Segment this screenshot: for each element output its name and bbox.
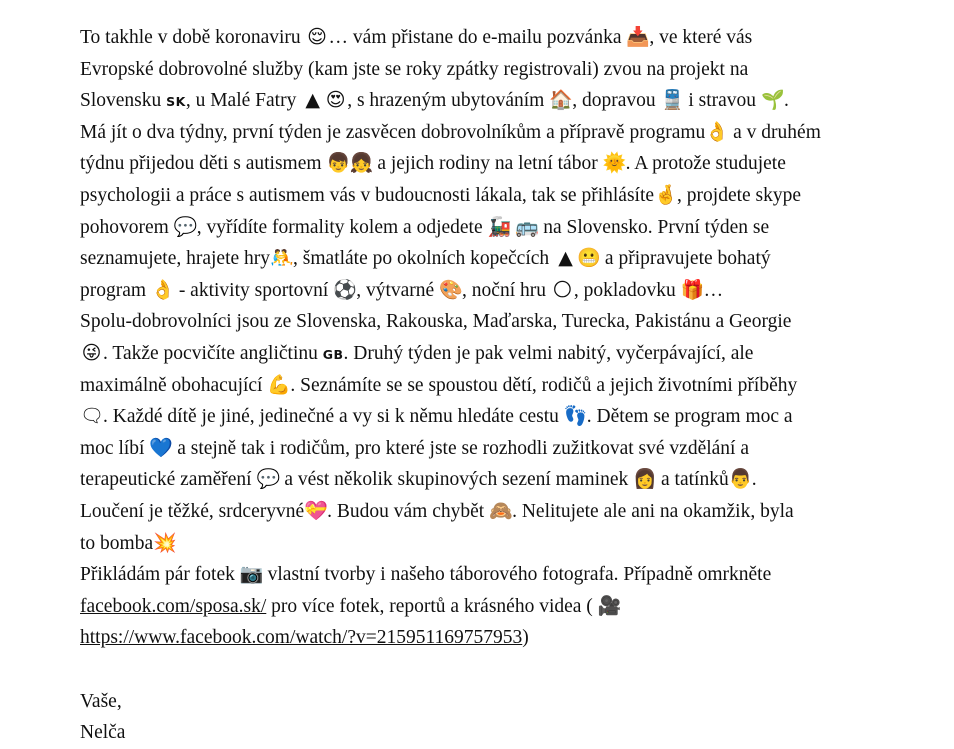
inbox-tray-icon: 📥 (626, 26, 651, 48)
camera-icon: 📷 (239, 563, 264, 586)
text-span: seznamujete, hrajete hry (80, 248, 271, 270)
girl-icon: 👧 (349, 152, 374, 175)
signature-greeting: Vaše, (80, 690, 122, 712)
text-span: týdnu přijedou děti s autismem (80, 153, 327, 175)
flag-sk-icon: SK (166, 94, 186, 110)
text-line (80, 306, 791, 338)
text-line (80, 559, 771, 591)
text-span: program (80, 279, 151, 301)
seedling-icon: 🌱 (760, 89, 785, 112)
text-span: . (751, 469, 757, 491)
text-line (80, 591, 621, 623)
text-span: . Nelitujete ale ani na okamžik, byla (512, 501, 794, 522)
text-span: Spolu-dobrovolníci jsou ze Slovenska, Rakouska, Maďarska, Turecka, Pakistánu a Georgie (80, 311, 792, 333)
text-span: maximálně obohacující (80, 374, 268, 396)
text-span: . Takže pocvičíte angličtinu (103, 343, 323, 364)
text-span: pro více fotek, reportů a krásného videa ( (266, 595, 598, 617)
text-line (80, 22, 752, 54)
mountain-triangle-icon: ▲ (305, 89, 321, 112)
text-span: - aktivity sportovní (173, 279, 334, 301)
text-span: . Dětem se program moc a (586, 406, 793, 428)
thought-bubble-icon: 🗨 (80, 405, 105, 428)
mountain-triangle-icon: ▲ (558, 247, 573, 270)
train-icon: 🚆 (660, 89, 685, 112)
facebook-video-link[interactable]: https://www.facebook.com/watch/?v=215951169757953 (80, 627, 523, 649)
text-span: , výtvarné (356, 279, 440, 301)
text-span: pohovorem (80, 216, 174, 238)
ok-hand-icon: 👌 (150, 278, 175, 301)
text-line (80, 528, 176, 560)
sun-icon: 🌞 (602, 152, 627, 175)
text-span: Slovensku (80, 90, 167, 112)
text-line (80, 401, 793, 433)
speech-bubble-icon: 💬 (256, 468, 281, 491)
text-span: i stravou (683, 90, 761, 112)
man-icon: 👨 (728, 468, 753, 491)
flexed-biceps-icon: 💪 (267, 373, 292, 396)
text-line (80, 370, 797, 402)
text-span: , ve které vás (649, 27, 753, 48)
text-span: moc líbí (80, 437, 150, 459)
text-line (80, 148, 786, 180)
text-span: a tatínků (656, 469, 729, 491)
text-line (80, 275, 723, 307)
text-line (80, 464, 757, 496)
text-span: … vám přistane do e-mailu pozvánka (328, 27, 627, 48)
text-span: a připravujete bohatý (600, 248, 771, 270)
text-span: , u Malé Fatry (185, 90, 302, 112)
text-span: psychologii a práce s autismem vás v budoucnosti lákala, tak se přihlásíte (80, 185, 655, 206)
winking-tongue-face-icon: 😜 (81, 342, 102, 364)
crossed-fingers-icon: 🤞 (654, 184, 678, 206)
text-span: , dopravou (572, 90, 661, 112)
relieved-face-icon: 😌 (307, 26, 327, 48)
movie-camera-icon: 🎥 (597, 594, 622, 617)
text-line (80, 54, 748, 86)
ok-hand-icon: 👌 (705, 120, 729, 143)
woman-icon: 👩 (633, 468, 657, 491)
moon-icon: 🌕 (552, 278, 573, 301)
text-line (80, 212, 769, 244)
text-line (80, 338, 753, 370)
text-span: ) (522, 627, 529, 649)
text-line (80, 243, 771, 275)
text-line (80, 180, 801, 212)
text-span: a jejich rodiny na letní tábor (372, 153, 603, 175)
text-span: . (783, 90, 789, 112)
text-span: a stejně tak i rodičům, pro které jste se rozhodli zužitkovat své vzdělání a (172, 437, 750, 459)
text-span: . Seznámíte se se spoustou dětí, rodičů a jejich životními příběhy (290, 374, 798, 396)
text-span: . Budou vám chybět (327, 501, 490, 522)
palette-icon: 🎨 (439, 278, 463, 301)
gift-icon: 🎁 (680, 278, 705, 301)
text-span: . Každé dítě je jiné, jedinečné a vy si k němu hledáte cestu (103, 406, 564, 428)
text-span: Evropské dobrovolné služby (kam jste se roky zpátky registrovali) zvou na projekt na (80, 58, 749, 80)
text-span: to bomba (80, 532, 154, 554)
flag-gb-icon: GB (322, 347, 344, 362)
people-playing-icon: 🤼 (270, 247, 294, 270)
text-span: , pokladovku (573, 279, 681, 301)
text-span: a vést několik skupinových sezení maminek (279, 469, 634, 491)
speech-bubble-icon: 💬 (173, 215, 198, 238)
text-span: vlastní tvorby i našeho táborového fotografa. Případně omrkněte (262, 564, 772, 586)
text-span: , vyřídíte formality kolem a odjedete (196, 216, 488, 238)
text-span: Přikládám pár fotek (80, 564, 240, 586)
text-line (80, 496, 794, 528)
facebook-page-link[interactable]: facebook.com/sposa.sk/ (80, 595, 267, 617)
text-span: Loučení je těžké, srdceryvné (80, 501, 305, 522)
see-no-evil-monkey-icon: 🙈 (489, 500, 513, 522)
text-span: , projdete skype (677, 185, 802, 206)
bus-icon: 🚌 (515, 215, 540, 238)
text-span: … (703, 279, 724, 301)
blue-heart-icon: 💙 (149, 436, 173, 459)
text-line (80, 433, 749, 465)
text-span: To takhle v době koronaviru (80, 27, 306, 48)
text-span: a v druhém (728, 121, 821, 143)
text-line (80, 117, 821, 149)
signature-name: Nelča (80, 722, 126, 744)
text-span: na Slovensko. První týden se (538, 216, 770, 238)
text-line (80, 85, 789, 117)
soccer-ball-icon: ⚽ (333, 278, 357, 301)
text-span: , noční hru (462, 279, 551, 301)
text-span: , šmatláte po okolních kopečcích (293, 248, 555, 270)
heart-eyes-icon: 😍 (325, 89, 346, 112)
house-icon: 🏠 (549, 89, 573, 112)
boy-icon: 👦 (326, 152, 351, 175)
text-span: terapeutické zaměření (80, 469, 257, 491)
collision-icon: 💥 (153, 531, 177, 554)
locomotive-icon: 🚂 (487, 215, 512, 238)
grimacing-face-icon: 😬 (577, 247, 601, 270)
footprints-icon: 👣 (563, 405, 588, 428)
text-span: Má jít o dva týdny, první týden je zasvěcen dobrovolníkům a přípravě programu (80, 121, 706, 143)
text-line (80, 622, 529, 654)
text-span: . Druhý týden je pak velmi nabitý, vyčerpávající, ale (343, 343, 754, 364)
heart-with-ribbon-icon: 💝 (304, 500, 328, 522)
text-span: , s hrazeným ubytováním (347, 90, 550, 112)
text-span: . A protože studujete (625, 153, 786, 175)
